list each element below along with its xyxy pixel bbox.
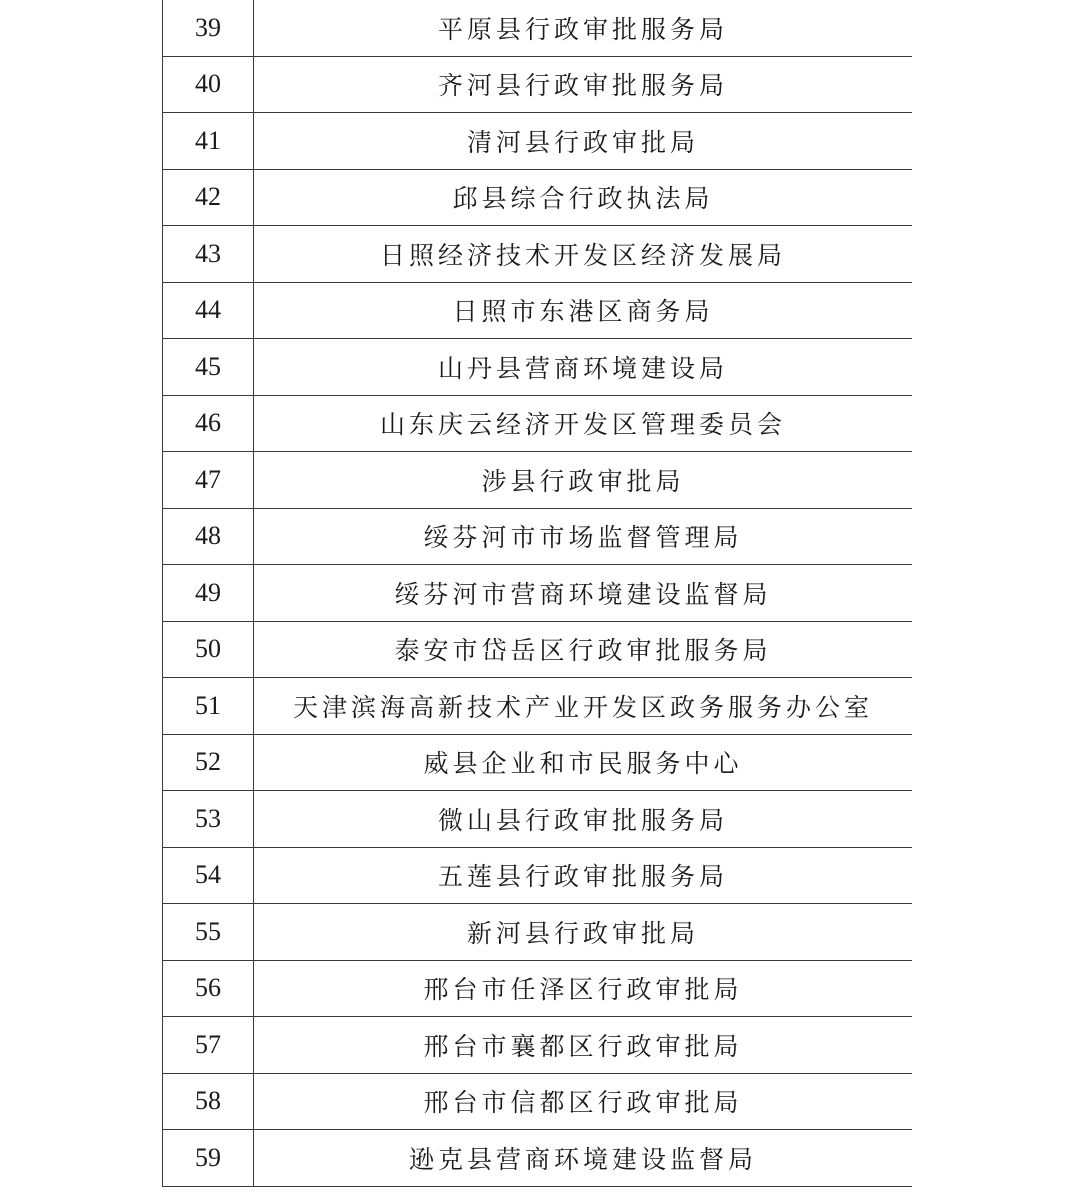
table-row — [163, 960, 913, 1017]
agency-list-table — [162, 0, 912, 1187]
row-number: 56 — [163, 960, 254, 1017]
table-row — [163, 113, 913, 170]
row-number: 47 — [163, 452, 254, 509]
row-number: 40 — [163, 56, 254, 113]
table-row — [163, 226, 913, 283]
agency-name: 逊克县营商环境建设监督局 — [254, 1130, 913, 1187]
agency-name: 邢台市任泽区行政审批局 — [254, 960, 913, 1017]
table-row — [163, 621, 913, 678]
table-row — [163, 282, 913, 339]
agency-name: 山丹县营商环境建设局 — [254, 339, 913, 396]
agency-name: 天津滨海高新技术产业开发区政务服务办公室 — [254, 678, 913, 735]
row-number: 50 — [163, 621, 254, 678]
row-number: 54 — [163, 847, 254, 904]
row-number: 46 — [163, 395, 254, 452]
table-row — [163, 56, 913, 113]
row-number: 43 — [163, 226, 254, 283]
agency-name: 平原县行政审批服务局 — [254, 0, 913, 56]
agency-name: 威县企业和市民服务中心 — [254, 734, 913, 791]
row-number: 58 — [163, 1073, 254, 1130]
row-number: 59 — [163, 1130, 254, 1187]
agency-name: 日照经济技术开发区经济发展局 — [254, 226, 913, 283]
table-row — [163, 508, 913, 565]
table-row — [163, 791, 913, 848]
agency-name: 绥芬河市营商环境建设监督局 — [254, 565, 913, 622]
agency-name: 绥芬河市市场监督管理局 — [254, 508, 913, 565]
table-row — [163, 565, 913, 622]
table-row — [163, 0, 913, 56]
row-number: 42 — [163, 169, 254, 226]
agency-name: 新河县行政审批局 — [254, 904, 913, 961]
row-number: 48 — [163, 508, 254, 565]
agency-name: 涉县行政审批局 — [254, 452, 913, 509]
agency-name: 邱县综合行政执法局 — [254, 169, 913, 226]
agency-name: 日照市东港区商务局 — [254, 282, 913, 339]
row-number: 45 — [163, 339, 254, 396]
row-number: 57 — [163, 1017, 254, 1074]
table-row — [163, 1017, 913, 1074]
row-number: 52 — [163, 734, 254, 791]
table-row — [163, 678, 913, 735]
agency-name: 邢台市襄都区行政审批局 — [254, 1017, 913, 1074]
agency-name: 五莲县行政审批服务局 — [254, 847, 913, 904]
row-number: 39 — [163, 0, 254, 56]
table-row — [163, 452, 913, 509]
table-body — [163, 0, 913, 1186]
table-row — [163, 169, 913, 226]
row-number: 53 — [163, 791, 254, 848]
table-row — [163, 1073, 913, 1130]
agency-name: 泰安市岱岳区行政审批服务局 — [254, 621, 913, 678]
row-number: 44 — [163, 282, 254, 339]
agency-name: 清河县行政审批局 — [254, 113, 913, 170]
row-number: 51 — [163, 678, 254, 735]
table-row — [163, 847, 913, 904]
agency-name: 齐河县行政审批服务局 — [254, 56, 913, 113]
row-number: 41 — [163, 113, 254, 170]
row-number: 49 — [163, 565, 254, 622]
table-row — [163, 904, 913, 961]
document-page — [162, 0, 912, 1203]
agency-name: 山东庆云经济开发区管理委员会 — [254, 395, 913, 452]
table-row — [163, 395, 913, 452]
agency-name: 邢台市信都区行政审批局 — [254, 1073, 913, 1130]
table-row — [163, 1130, 913, 1187]
row-number: 55 — [163, 904, 254, 961]
table-row — [163, 339, 913, 396]
table-row — [163, 734, 913, 791]
agency-name: 微山县行政审批服务局 — [254, 791, 913, 848]
